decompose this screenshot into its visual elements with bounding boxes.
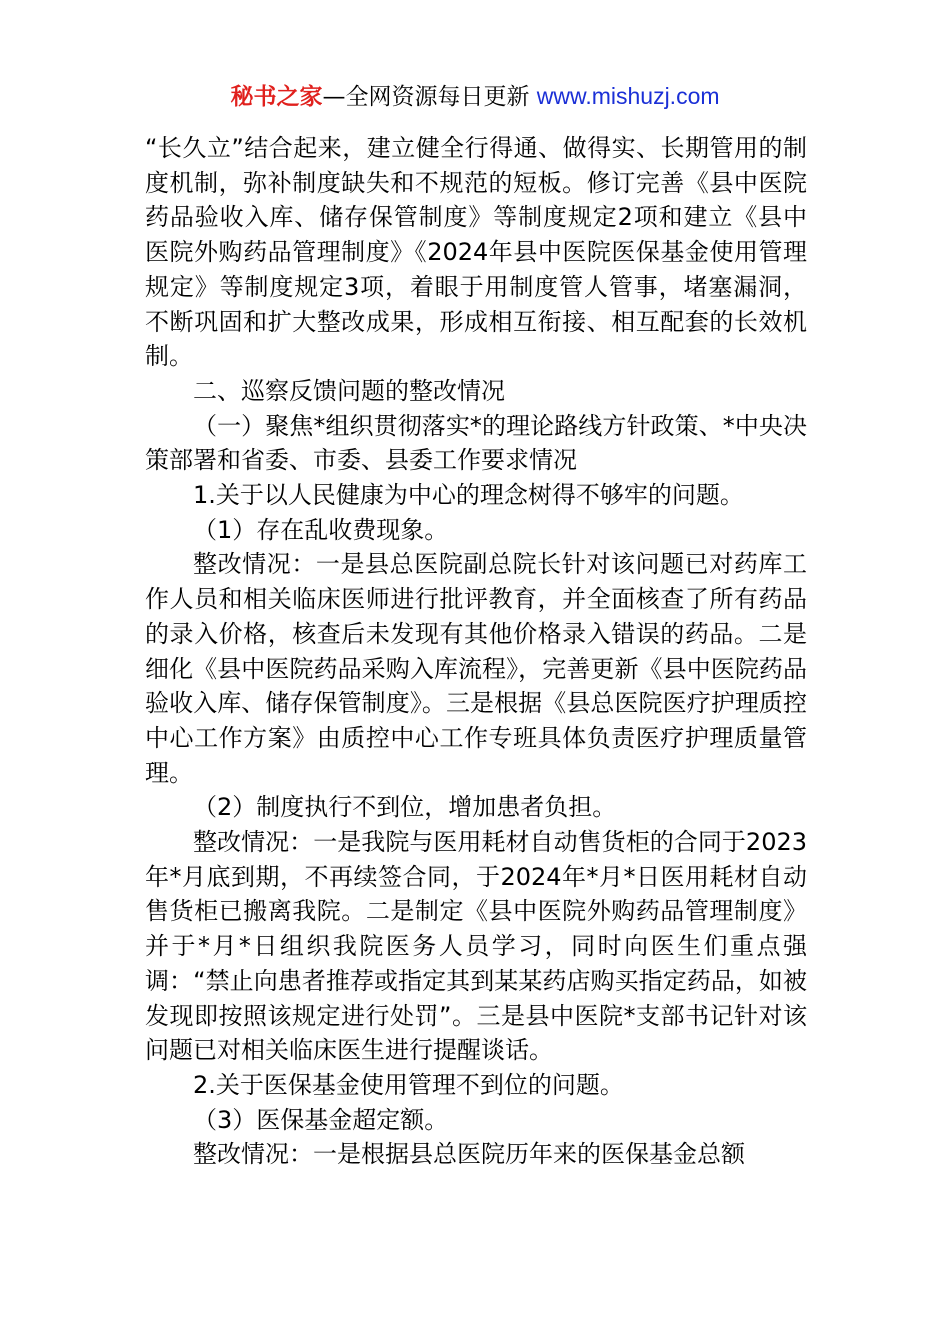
issue-item: （1）存在乱收费现象。 bbox=[193, 515, 449, 544]
issue-item: （3）医保基金超定额。 bbox=[193, 1105, 449, 1134]
paragraph-continuation: “长久立”结合起来，建立健全行得通、做得实、长期管用的制度机制，弥补制度缺失和不规范的短板。修订完善《县中医院药品验收入库、储存保管制度》等制度规定2项和建立《县中医院外购药品管理制度》《2024年县中医院医保基金使用管理规定》等制度规定3项，着眼于用制度管人管事，堵塞漏洞，不断巩固和扩大整改成果，形成相互衔接、相互配套的长效机制。 bbox=[145, 134, 807, 371]
site-url-link[interactable]: www.mishuzj.com bbox=[536, 83, 720, 109]
document-body bbox=[145, 131, 807, 1172]
subsection-heading: （一）聚焦*组织贯彻落实*的理论路线方针政策、*中央决策部署和省委、市委、县委工作要求情况 bbox=[145, 411, 807, 475]
rectification-paragraph: 整改情况：一是根据县总医院历年来的医保基金总额 bbox=[193, 1140, 745, 1169]
issue-item: （2）制度执行不到位，增加患者负担。 bbox=[193, 793, 617, 822]
issue-heading: 1.关于以人民健康为中心的理念树得不够牢的问题。 bbox=[193, 481, 744, 510]
header-tagline: —全网资源每日更新 bbox=[322, 84, 530, 110]
section-heading: 二、巡察反馈问题的整改情况 bbox=[193, 376, 505, 405]
rectification-paragraph: 整改情况：一是县总医院副总院长针对该问题已对药库工作人员和相关临床医师进行批评教育，并全面核查了所有药品的录入价格，核查后未发现有其他价格录入错误的药品。二是细化《县中医院药品采购入库流程》，完善更新《县中医院药品验收入库、储存保管制度》。三是根据《县总医院医疗护理质控中心工作方案》由质控中心工作专班具体负责医疗护理质量管理。 bbox=[145, 550, 807, 787]
brand-name: 秘书之家 bbox=[230, 84, 323, 110]
rectification-paragraph: 整改情况：一是我院与医用耗材自动售货柜的合同于2023年*月底到期，不再续签合同，于2024年*月*日医用耗材自动售货柜已搬离我院。二是制定《县中医院外购药品管理制度》并于*月*日组织我院医务人员学习，同时向医生们重点强调：“禁止向患者推荐或指定其到某某药店购买指定药品，如被发现即按照该规定进行处罚”。三是县中医院*支部书记针对该问题已对相关临床医生进行提醒谈话。 bbox=[145, 828, 807, 1065]
page-header bbox=[0, 80, 950, 113]
issue-heading: 2.关于医保基金使用管理不到位的问题。 bbox=[193, 1070, 624, 1099]
